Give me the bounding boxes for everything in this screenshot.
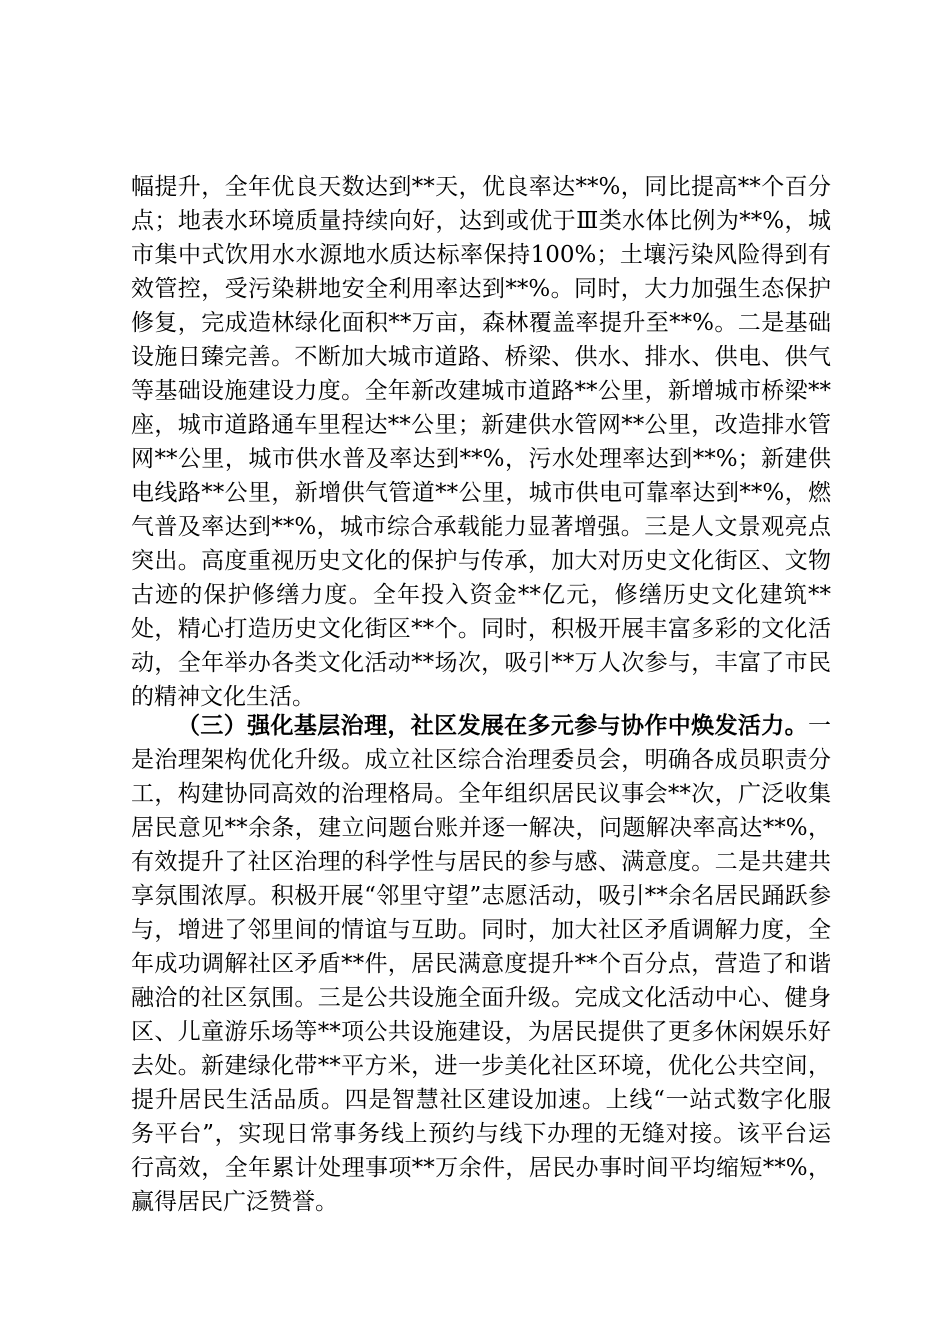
body-paragraph-2 xyxy=(131,709,831,1219)
body-paragraph-1: 幅提升，全年优良天数达到**天，优良率达**%，同比提高**个百分点；地表水环境质量持续向好，达到或优于Ⅲ类水体比例为**%，城市集中式饮用水水源地水质达标率保持100%；土壤污染风险得到有效管控，受污染耕地安全利用率达到**%。同时，大力加强生态保护修复，完成造林绿化面积**万亩，森林覆盖率提升至**%。二是基础设施日臻完善。不断加大城市道路、桥梁、供水、排水、供电、供气等基础设施建设力度。全年新改建城市道路**公里，新增城市桥梁**座，城市道路通车里程达**公里；新建供水管网**公里，改造排水管网**公里，城市供水普及率达到**%，污水处理率达到**%；新建供电线路**公里，新增供气管道**公里，城市供电可靠率达到**%，燃气普及率达到**%，城市综合承载能力显著增强。三是人文景观亮点突出。高度重视历史文化的保护与传承，加大对历史文化街区、文物古迹的保护修缮力度。全年投入资金**亿元，修缮历史文化建筑**处，精心打造历史文化街区**个。同时，积极开展丰富多彩的文化活动，全年举办各类文化活动**场次，吸引**万人次参与，丰富了市民的精神文化生活。 xyxy=(131,174,831,710)
section-heading: （三）强化基层治理，社区发展在多元参与协作中焕发活力。 xyxy=(177,712,808,739)
section-body-text: 一是治理架构优化升级。成立社区综合治理委员会，明确各成员职责分工，构建协同高效的治理格局。全年组织居民议事会**次，广泛收集居民意见**余条，建立问题台账并逐一解决，问题解决率高达**%，有效提升了社区治理的科学性与居民的参与感、满意度。二是共建共享氛围浓厚。积极开展“邻里守望”志愿活动，吸引**余名居民踊跃参与，增进了邻里间的情谊与互助。同时，加大社区矛盾调解力度，全年成功调解社区矛盾**件，居民满意度提升**个百分点，营造了和谐融洽的社区氛围。三是公共设施全面升级。完成文化活动中心、健身区、儿童游乐场等**项公共设施建设，为居民提供了更多休闲娱乐好去处。新建绿化带**平方米，进一步美化社区环境，优化公共空间，提升居民生活品质。四是智慧社区建设加速。上线“一站式数字化服务平台”，实现日常事务线上预约与线下办理的无缝对接。该平台运行高效，全年累计处理事项**万余件，居民办事时间平均缩短**%，赢得居民广泛赞誉。 xyxy=(131,713,831,1215)
